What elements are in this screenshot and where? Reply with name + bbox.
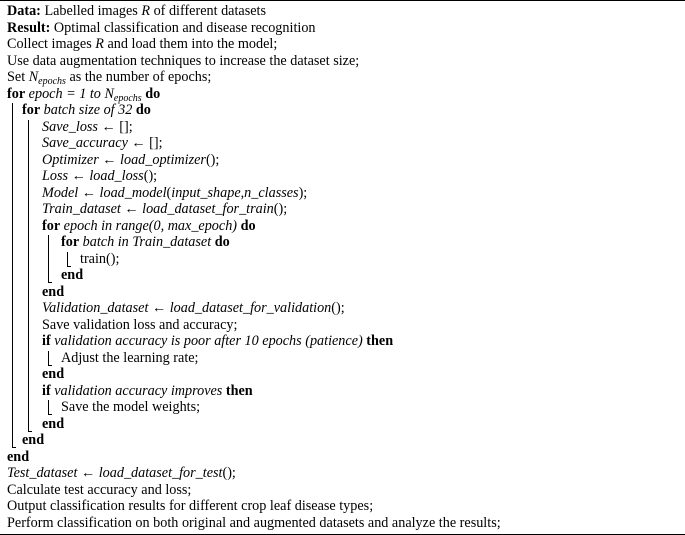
line-segment: Result:	[7, 19, 51, 36]
line-segment: Perform classification on both original and augmented datasets and analyze the results;	[7, 514, 501, 531]
line-segment: ();	[143, 168, 158, 184]
line-segment: end	[22, 432, 45, 448]
algorithm-line	[61, 267, 83, 284]
block-bar	[48, 351, 49, 365]
line-segment: Optimal classification and disease recognition	[50, 19, 316, 36]
line-segment: if	[42, 382, 51, 399]
line-segment: Save the model weights;	[61, 399, 201, 415]
algorithm-line	[7, 20, 316, 37]
algorithm-line	[80, 251, 119, 268]
line-segment: ();	[205, 151, 220, 168]
line-segment: epoch = 1 to N	[28, 85, 114, 102]
algorithm-line	[42, 300, 345, 317]
algorithm-line	[7, 86, 160, 103]
line-segment: Save_accuracy	[42, 135, 128, 151]
line-segment: Train_dataset	[42, 201, 121, 217]
algorithm-line	[7, 465, 236, 482]
block-bar	[48, 400, 49, 414]
block-bar-hook	[48, 282, 52, 283]
line-segment: ←	[98, 151, 121, 168]
algorithm-line	[42, 317, 237, 334]
line-segment: (	[166, 184, 172, 201]
line-segment: load_optimizer	[120, 151, 206, 168]
line-segment: ← [];	[97, 118, 133, 135]
line-segment: load_dataset_for_train	[142, 201, 274, 217]
algorithm-line	[61, 350, 199, 367]
algorithm-line	[7, 53, 359, 70]
line-segment: Optimizer	[42, 151, 99, 168]
block-bar-hook	[48, 365, 52, 366]
line-segment: ←	[77, 465, 99, 481]
line-segment: Collect images	[7, 36, 96, 52]
line-segment: ← [];	[127, 135, 163, 151]
line-segment: do	[214, 234, 230, 250]
line-segment: Use data augmentation techniques to increase the dataset size;	[7, 52, 360, 69]
line-segment: Test_dataset	[7, 465, 78, 481]
line-segment: input_shape	[171, 184, 241, 201]
line-segment: Save_loss	[42, 118, 98, 135]
block-bar-hook	[28, 431, 32, 432]
line-segment: epoch in range(0, max_epoch)	[63, 217, 238, 234]
line-segment: R	[95, 36, 104, 52]
line-segment: Save validation loss and accuracy;	[42, 316, 238, 333]
line-segment: Output classification results for different crop leaf disease types;	[7, 498, 374, 514]
line-segment: and load them into the model;	[103, 36, 278, 52]
algorithm-line	[22, 432, 44, 449]
line-segment: ();	[331, 300, 345, 316]
block-bar	[67, 252, 68, 266]
line-segment: end	[42, 283, 65, 300]
line-segment: load_loss	[89, 168, 144, 184]
algorithm-line	[42, 333, 393, 350]
line-segment: as the number of epochs;	[65, 69, 212, 85]
algorithm-line	[42, 152, 219, 169]
block-bar-hook	[48, 414, 52, 415]
algorithm-line	[42, 284, 64, 301]
algorithm-line	[42, 201, 287, 218]
line-segment: for	[61, 234, 80, 250]
line-segment: end	[42, 415, 65, 432]
line-segment: ();	[273, 201, 288, 217]
line-segment: train();	[80, 250, 120, 267]
line-segment: Calculate test accuracy and loss;	[7, 481, 192, 498]
algorithm-line	[42, 135, 163, 152]
algorithm-line	[22, 102, 151, 119]
line-segment: load_model	[99, 184, 167, 201]
line-segment: ←	[68, 168, 90, 184]
line-segment: R	[141, 3, 151, 19]
line-segment: of different datasets	[150, 3, 266, 19]
algorithm-line	[42, 218, 256, 235]
line-segment: load_dataset_for_validation	[169, 300, 332, 316]
line-segment: Set	[7, 69, 29, 85]
line-segment: epochs	[38, 76, 66, 87]
line-segment: epochs	[113, 92, 142, 104]
algorithm-line	[42, 383, 253, 400]
algorithm-line	[42, 168, 157, 185]
line-segment: then	[225, 382, 253, 399]
line-segment: Loss	[42, 168, 69, 184]
line-segment: ();	[222, 465, 236, 481]
line-segment: for	[7, 85, 26, 102]
algorithm-line	[42, 366, 64, 383]
line-segment: do	[145, 85, 161, 102]
algorithm-line	[7, 515, 501, 532]
line-segment: load_dataset_for_test	[98, 465, 223, 481]
line-segment: n_classes	[244, 184, 299, 201]
line-segment: ,	[240, 184, 245, 201]
line-segment: for	[22, 102, 41, 118]
line-segment: validation accuracy improves	[54, 382, 223, 399]
line-segment: validation accuracy is poor after 10 epochs (patience)	[54, 333, 363, 349]
line-segment: then	[366, 333, 394, 349]
line-segment: end	[7, 448, 30, 465]
block-bar	[48, 235, 49, 282]
line-segment: for	[42, 217, 61, 234]
algorithm-line	[7, 482, 191, 499]
block-bar	[12, 103, 13, 447]
block-bar-hook	[12, 447, 16, 448]
algorithm-line	[7, 36, 277, 53]
line-segment: if	[42, 333, 51, 349]
line-segment: do	[240, 217, 256, 234]
algorithm-line	[7, 498, 373, 515]
line-segment: ←	[148, 300, 170, 316]
line-segment: batch in Train_dataset	[82, 234, 212, 250]
line-segment: Labelled images	[40, 3, 142, 19]
block-bar-hook	[67, 266, 71, 267]
algorithm-line	[7, 3, 266, 20]
algorithm-line	[42, 416, 64, 433]
line-segment: Adjust the learning rate;	[61, 349, 199, 366]
line-segment: ←	[78, 184, 100, 201]
line-segment: Validation_dataset	[42, 300, 149, 316]
algorithm-line	[7, 69, 211, 86]
algorithm-line	[42, 119, 133, 136]
line-segment: end	[61, 267, 84, 283]
algorithm-line	[42, 185, 307, 202]
block-bar	[28, 120, 29, 431]
algorithm-line	[61, 234, 230, 251]
algorithm-line	[7, 449, 29, 466]
line-segment: N	[28, 69, 39, 85]
line-segment: );	[298, 184, 308, 201]
line-segment: do	[135, 102, 151, 118]
line-segment: Model	[42, 184, 79, 201]
line-segment: end	[42, 366, 65, 382]
line-segment: ←	[120, 201, 143, 217]
algorithm-line	[61, 399, 200, 416]
line-segment: Data:	[7, 3, 41, 19]
line-segment: batch size of 32	[43, 102, 133, 118]
